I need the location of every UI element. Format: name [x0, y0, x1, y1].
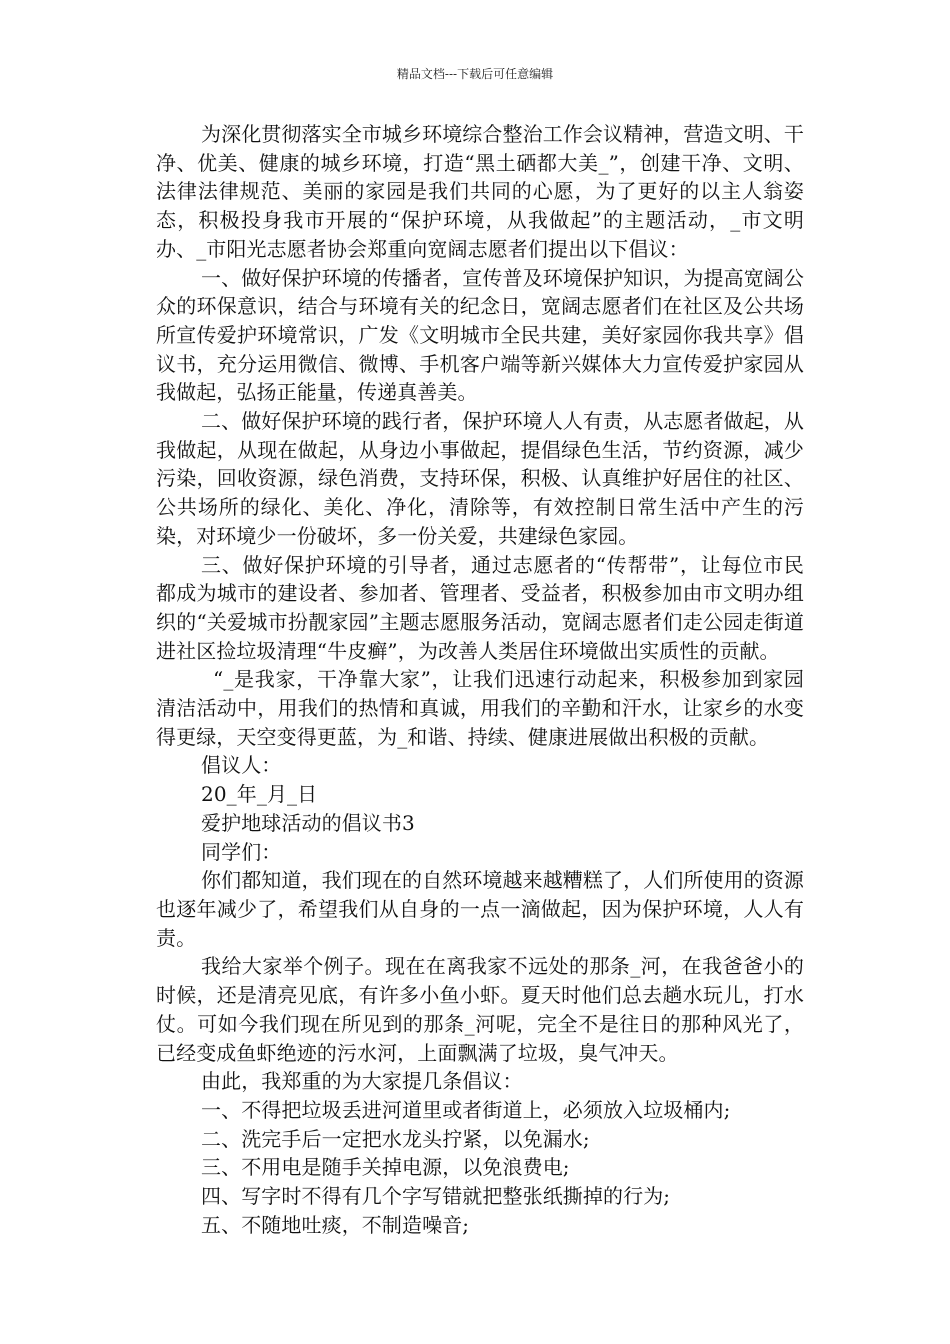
- opening-paragraph: 你们都知道，我们现在的自然环境越来越糟糕了，人们所使用的资源也逐年减少了，希望我们从自身的一点一滴做起，因为保护环境，人人有责。: [156, 868, 804, 950]
- proposal-three-paragraph: 三、做好保护环境的引导者，通过志愿者的“传帮带”，让每位市民都成为城市的建设者、参加者、管理者、受益者，积极参加由市文明办组织的“关爱城市扮靓家园”主题志愿服务活动，宽阔志愿者们走公园走街道进社区捡垃圾清理“牛皮癣”，为改善人类居住环境做出实质性的贡献。: [156, 552, 804, 663]
- proposal-intro: 由此，我郑重的为大家提几条倡议：: [201, 1069, 523, 1094]
- section-title: 爱护地球活动的倡议书3: [201, 810, 415, 835]
- signer-label: 倡议人：: [201, 753, 282, 778]
- list-item: 二、洗完手后一定把水龙头拧紧，以免漏水;: [201, 1126, 590, 1151]
- list-item: 四、写字时不得有几个字写错就把整张纸撕掉的行为;: [201, 1184, 671, 1209]
- list-item: 三、不用电是随手关掉电源，以免浪费电;: [201, 1155, 570, 1180]
- date-line: 20_年_月_日: [201, 782, 318, 807]
- proposal-one-paragraph: 一、做好保护环境的传播者，宣传普及环境保护知识，为提高宽阔公众的环保意识，结合与环境有关的纪念日，宽阔志愿者们在社区及公共场所宣传爱护环境常识，广发《文明城市全民共建，美好家园你我共享》倡议书，充分运用微信、微博、手机客户端等新兴媒体大力宣传爱护家园从我做起，弘扬正能量，传递真善美。: [156, 265, 804, 405]
- intro-paragraph: 为深化贯彻落实全市城乡环境综合整治工作会议精神，营造文明、干净、优美、健康的城乡环境，打造“黑土硒都大美_”，创建干净、文明、法律法律规范、美丽的家园是我们共同的心愿，为了更好的以主人翁姿态，积极投身我市开展的“保护环境，从我做起”的主题活动，_市文明办、_市阳光志愿者协会郑重向宽阔志愿者们提出以下倡议：: [156, 122, 804, 261]
- page-header: 精品文档---下载后可任意编辑: [396, 67, 554, 81]
- document-body: [156, 120, 804, 1239]
- example-paragraph: 我给大家举个例子。现在在离我家不远处的那条_河，在我爸爸小的时候，还是清亮见底，有许多小鱼小虾。夏天时他们总去趟水玩儿，打水仗。可如今我们现在所见到的那条_河呢，完全不是往日的那种风光了，已经变成鱼虾绝迹的污水河，上面飘满了垃圾，臭气冲天。: [156, 954, 804, 1065]
- list-item: 一、不得把垃圾丢进河道里或者街道上，必须放入垃圾桶内;: [201, 1097, 731, 1122]
- list-item: 五、不随地吐痰，不制造噪音;: [201, 1212, 470, 1237]
- salutation: 同学们：: [201, 839, 282, 864]
- closing-paragraph: “_是我家，干净靠大家”，让我们迅速行动起来，积极参加到家园清洁活动中，用我们的热情和真诚，用我们的辛勤和汗水，让家乡的水变得更绿，天空变得更蓝，为_和谐、持续、健康进展做出积极的贡献。: [156, 667, 804, 749]
- proposal-two-paragraph: 二、做好保护环境的践行者，保护环境人人有责，从志愿者做起，从我做起，从现在做起，从身边小事做起，提倡绿色生活，节约资源，减少污染，回收资源，绿色消费，支持环保，积极、认真维护好居住的社区、公共场所的绿化、美化、净化，清除等，有效控制日常生活中产生的污染，对环境少一份破坏，多一份关爱，共建绿色家园。: [156, 409, 804, 548]
